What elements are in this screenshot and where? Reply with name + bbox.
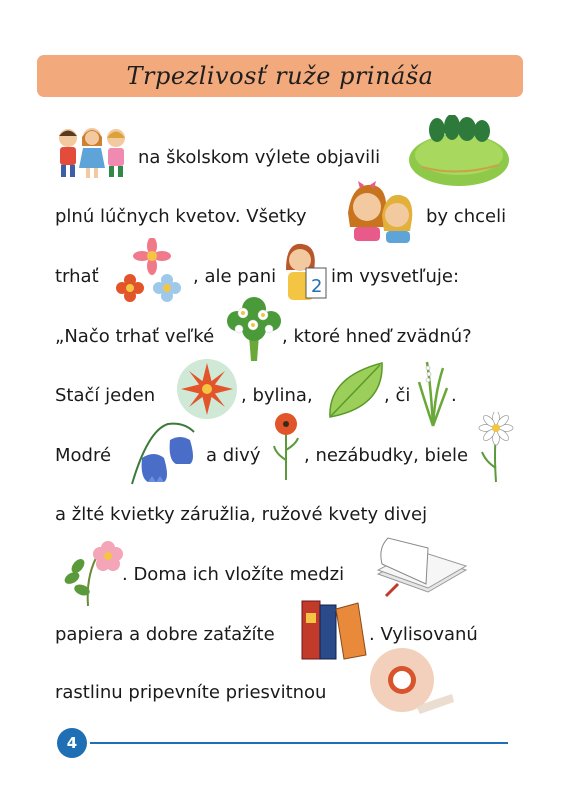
children-icon xyxy=(52,122,132,180)
poppy-icon xyxy=(270,410,302,482)
text-line-3c: im vysvetľuje: xyxy=(331,266,460,287)
text-line-9a: papiera a dobre zaťažíte xyxy=(55,624,275,645)
text-line-8: . Doma ich vložíte medzi xyxy=(122,564,345,585)
bouquet-icon xyxy=(225,295,283,363)
page-number: 4 xyxy=(66,734,78,752)
grass-icon xyxy=(417,358,449,428)
tape-icon xyxy=(366,644,456,716)
text-line-3a: trhať xyxy=(55,266,99,287)
text-line-6a: Modré xyxy=(55,445,112,466)
page-number-badge xyxy=(57,728,87,758)
flowers-icon xyxy=(112,238,186,306)
text-line-5d: . xyxy=(451,385,457,406)
text-line-7: a žlté kvietky záružlia, ružové kvety divej xyxy=(55,504,428,525)
title-banner xyxy=(37,55,523,97)
text-line-9b: . Vylisovanú xyxy=(369,624,478,645)
text-line-5c: , či xyxy=(384,385,411,406)
text-line-4b: , ktoré hneď zvädnú? xyxy=(282,326,472,347)
text-line-4a: „Načo trhať veľké xyxy=(55,326,215,347)
meadow-icon xyxy=(407,115,512,187)
page-title: Trpezlivosť ruže prináša xyxy=(126,62,434,90)
red-flower-icon xyxy=(174,356,240,422)
text-line-6c: , nezábudky, biele xyxy=(304,445,469,466)
text-line-1: na školskom výlete objavili xyxy=(138,147,381,168)
text-line-5b: , bylina, xyxy=(241,385,313,406)
svg-text:2: 2 xyxy=(311,276,323,297)
teacher-icon xyxy=(282,240,330,304)
daisy-icon xyxy=(474,412,516,484)
bluebells-icon xyxy=(128,420,200,486)
books-icon xyxy=(300,595,368,661)
text-line-10: rastlinu pripevníte priesvitnou xyxy=(55,682,327,703)
footer-divider xyxy=(90,742,508,744)
girls-icon xyxy=(342,177,416,243)
text-line-5a: Stačí jeden xyxy=(55,385,156,406)
wild-rose-icon xyxy=(58,538,128,608)
text-line-3b: , ale pani xyxy=(193,266,277,287)
text-line-6b: a divý xyxy=(206,445,261,466)
leaf-icon xyxy=(322,357,388,423)
paper-stack-icon xyxy=(368,534,470,606)
text-line-2: plnú lúčnych kvetov. Všetky xyxy=(55,206,307,227)
text-line-2b: by chceli xyxy=(426,206,507,227)
